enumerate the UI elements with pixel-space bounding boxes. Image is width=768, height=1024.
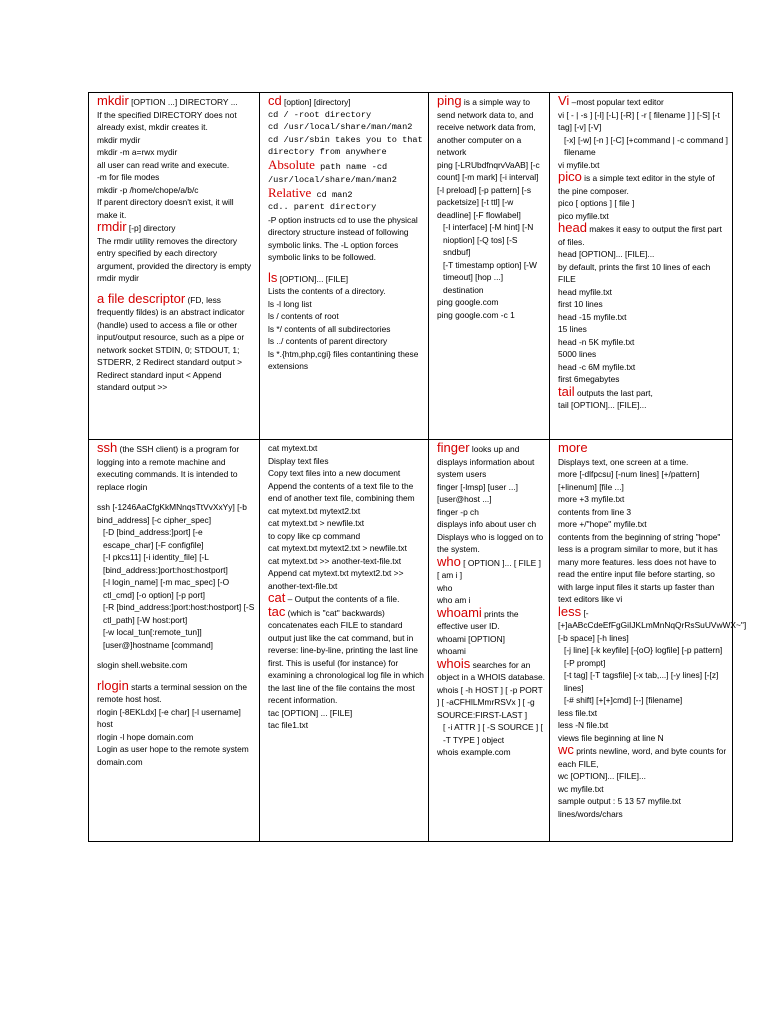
absolute-heading: Absolute bbox=[268, 156, 315, 172]
mkdir-line: If the specified DIRECTORY does not already exist, mkdir creates it. bbox=[97, 109, 237, 132]
rmdir-heading: rmdir bbox=[97, 219, 127, 234]
ls-heading: ls bbox=[268, 269, 278, 285]
pico-heading: pico bbox=[558, 169, 582, 184]
whoami-heading: whoami bbox=[437, 604, 482, 620]
cell-ssh: ssh (the SSH client) is a program for logging into a remote machine and executing commands. It is intended to replace rlogin ssh [-1246AaCfgKkMNnqsTtVvXxYy] [-b bind_address] [-c cipher_spec] [-D [bind_address:]port] [-e escape_char] [-F configfile] [-I pkcs11] [-i identity_file] [-L [bind_address:]port:host:hostport] [-l login_name] [-m mac_spec] [-O ctl_cmd] [-o option] [-p port] [-R [bind_address:]port:host:hostport] [-S ctl_path] [-W host:port] [-w local_tun[:remote_tun]] [user@]hostname [command] slogin shell.website.com rlogin starts a terminal session on the remote host host. rlogin [-8EKLdx] [-e char] [-l username] host rlogin -l hope domain.com Login as user hope to the remote system domain.com bbox=[89, 440, 260, 842]
cell-finger: finger looks up and displays information about system users finger [-lmsp] [user ...] [user@host ...] finger -p ch displays info about user ch Displays who is logged on to the system. who [ OPTION ]... [ FILE ] [ am i ] who who am i whoami prints the effective user ID. whoami [OPTION] whoami whois searches for an object in a WHOIS database. whois [ -h HOST ] [ -p PORT ] [ -aCFHlLMmrRSVx ] [ -g SOURCE:FIRST-LAST ] [ -i ATTR ] [ -S SOURCE ] [ -T TYPE ] object whois example.com bbox=[429, 440, 550, 842]
who-heading: who bbox=[437, 553, 461, 569]
ssh-heading: ssh bbox=[97, 440, 118, 455]
whois-heading: whois bbox=[437, 655, 471, 671]
cell-cd: cd [option] [directory] cd / -root directory cd /usr/local/share/man/man2 cd /usr/sbin takes you to that directory from anywhere Absolute path name -cd /usr/local/share/man/man2 Relative cd man2 cd.. parent directory -P option instructs cd to use the physical directory structure instead of following symbolic links. The -L option forces symbolic links to be followed. ls [OPTION]... [FILE] Lists the contents of a directory. ls -l long list ls / contents of root ls */ contents of all subdirectories ls ../ contents of parent directory ls *.{htm,php,cgi} files contantining these extensions bbox=[260, 93, 429, 440]
finger-heading: finger bbox=[437, 440, 470, 455]
less-heading: less bbox=[558, 603, 582, 619]
rlogin-heading: rlogin bbox=[97, 677, 129, 693]
cell-ping: ping is a simple way to send network data to, and receive network data from, another computer on a network ping [-LRUbdfnqrvVaAB] [-c count] [-m mark] [-i interval] [-l preload] [-p pattern] [-s packetsize] [-t ttl] [-w deadline] [-F flowlabel] [-I interface] [-M hint] [-N nioption] [-Q tos] [-S sndbuf] [-T timestamp option] [-W timeout] [hop ...] destination ping google.com ping google.com -c 1 bbox=[429, 93, 550, 440]
wc-heading: wc bbox=[558, 742, 574, 757]
cat-heading: cat bbox=[268, 590, 286, 605]
mkdir-heading: mkdir bbox=[97, 93, 129, 108]
tail-heading: tail bbox=[558, 383, 575, 399]
head-heading: head bbox=[558, 220, 587, 235]
cell-cat: cat mytext.txt Display text files Copy text files into a new document Append the contents of a text file to the end of another text file, combining them cat mytext.txt mytext2.txt cat mytext.txt > newfile.txt to copy like cp command cat mytext.txt mytext2.txt > newfile.txt cat mytext.txt >> another-text-file.txt Append cat mytext.txt mytext2.txt >> another-text-file.txt cat – Output the contents of a file. tac (which is "cat" backwards) concatenates each FILE to standard output just like the cat command, but in reverse: line-by-line, printing the last line first. This is useful (for instance) for examining a chronological log file in which the last line of the file contains the most recent information. tac [OPTION] ... [FILE] tac file1.txt bbox=[260, 440, 429, 842]
command-cheat-sheet bbox=[88, 92, 747, 842]
vi-heading: Vi bbox=[558, 93, 570, 108]
cell-more: more Displays text, one screen at a time. more [-dlfpcsu] [-num lines] [+/pattern] [+linenum] [file ...] more +3 myfile.txt contents from line 3 more +/"hope" myfile.txt contents from the beginning of string "hope" less is a program similar to more, but it has many more features. less does not have to read the entire input file before starting, so with large input files it starts up faster than text editors like vi less [- [+]aABcCdeEfFgGiIJKLmMnNqQrRsSuUVwWX~"] [-b space] [-h lines] [-j line] [-k keyfile] [-{oO} logfile] [-p pattern] [-P prompt] [-t tag] [-T tagsfile] [-x tab,...] [-y lines] [-[z] lines] [-# shift] [+[+]cmd] [--] [filename] less file.txt less -N file.txt views file beginning at line N wc prints newline, word, and byte counts for each FILE, wc [OPTION]... [FILE]... wc myfile.txt sample output : 5 13 57 myfile.txt lines/words/chars bbox=[550, 440, 733, 842]
more-heading: more bbox=[558, 440, 588, 455]
relative-heading: Relative bbox=[268, 184, 312, 200]
cell-vi: Vi –most popular text editor vi [ - | -s ] [-l] [-L] [-R] [ -r [ filename ] ] [-S] [-t tag] [-v] [-V] [-x] [-w] [-n ] [-C] [+command | -c command ] filename vi myfile.txt pico is a simple text editor in the style of the pine composer. pico [ options ] [ file ] pico myfile.txt head makes it easy to output the first part of files. head [OPTION]... [FILE]... by default, prints the first 10 lines of each FILE head myfile.txt first 10 lines head -15 myfile.txt 15 lines head -n 5K myfile.txt 5000 lines head -c 6M myfile.txt first 6megabytes tail outputs the last part, tail [OPTION]... [FILE]... bbox=[550, 93, 733, 440]
ping-heading: ping bbox=[437, 93, 462, 108]
cd-heading: cd bbox=[268, 93, 282, 108]
tac-heading: tac bbox=[268, 603, 286, 619]
cell-mkdir: mkdir [OPTION ...] DIRECTORY ... If the specified DIRECTORY does not already exist, mkdir creates it. mkdir mydir mkdir -m a=rwx mydir all user can read write and execute. -m for file modes mkdir -p /home/chope/a/b/c If parent directory doesn't exist, it will make it. rmdir [-p] directory The rmdir utility removes the directory entry specified by each directory argument, provided the directory is empty rmdir mydir a file descriptor (FD, less frequently fildes) is an abstract indicator (handle) used to access a file or other input/output resource, such as a pipe or network socket STDIN, 0; STDOUT, 1; STDERR, 2 Redirect standard output > Redirect standard input < Append standard output >> bbox=[89, 93, 260, 440]
file-descriptor-heading: a file descriptor bbox=[97, 290, 186, 306]
